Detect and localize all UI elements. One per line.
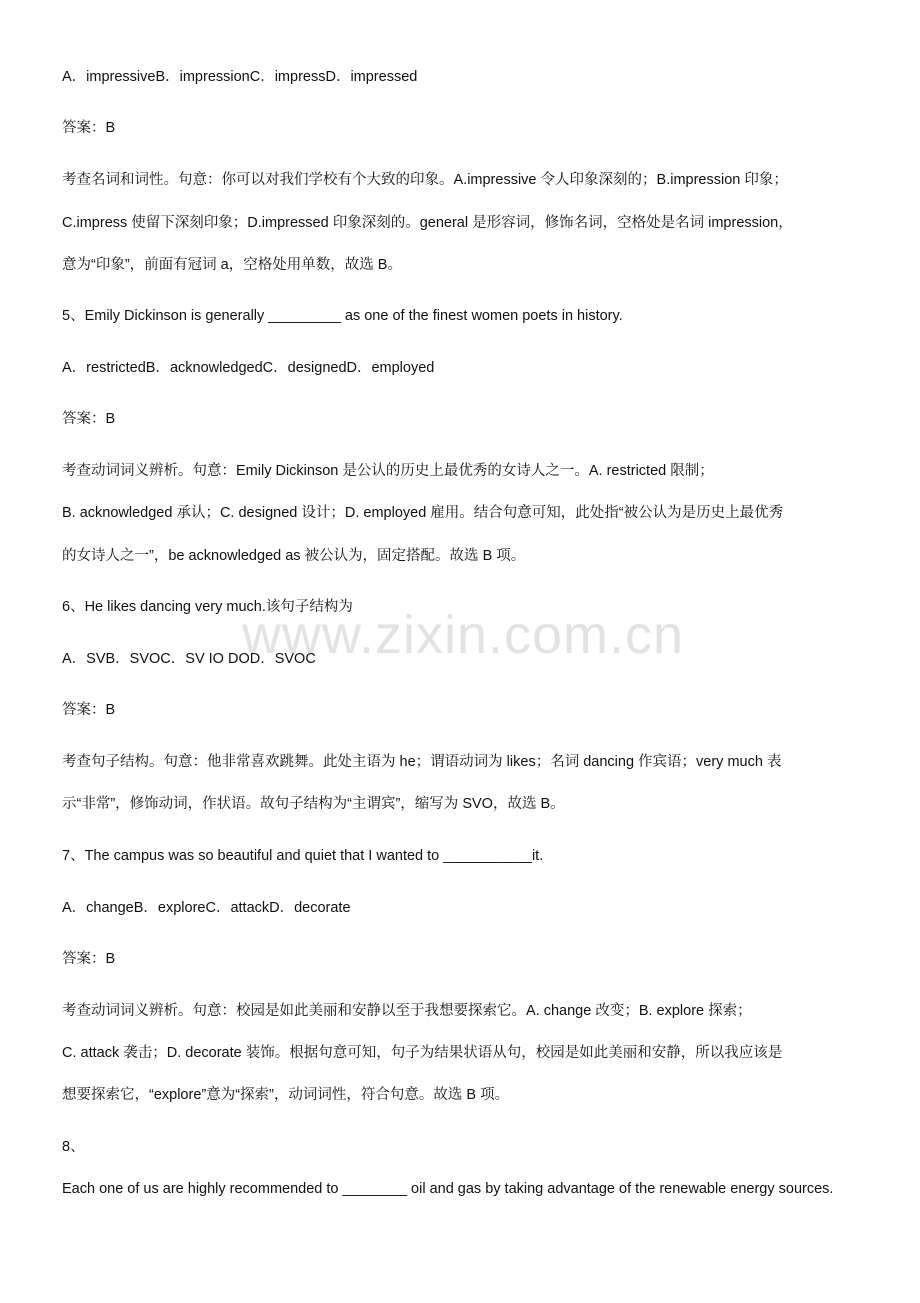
q6-explanation-line-2: 示“非常”，修饰动词，作状语。故句子结构为“主谓宾”，缩写为 SVO，故选 B。 (62, 796, 565, 812)
q6-answer: 答案：B (62, 702, 116, 718)
q4-explanation-line-2: C.impress 使留下深刻印象；D.impressed 印象深刻的。general 是形容词，修饰名词，空格处是名词 impression， (62, 215, 793, 231)
q7-answer: 答案：B (62, 951, 116, 967)
q5-options: A．restrictedB．acknowledgedC．designedD．employed (62, 360, 435, 376)
q5-answer: 答案：B (62, 411, 116, 427)
q8-number: 8、 (62, 1139, 85, 1155)
q7-question: 7、The campus was so beautiful and quiet that I wanted to ___________it. (62, 848, 544, 864)
q7-options: A．changeB．exploreC．attackD．decorate (62, 900, 351, 916)
q5-explanation-line-2: B. acknowledged 承认；C. designed 设计；D. employed 雇用。结合句意可知，此处指“被公认为是历史上最优秀 (62, 505, 784, 521)
q5-explanation-line-3: 的女诗人之一”，be acknowledged as 被公认为，固定搭配。故选 B 项。 (62, 548, 526, 564)
q6-question: 6、He likes dancing very much.该句子结构为 (62, 599, 353, 615)
q7-explanation-line-1: 考查动词词义辨析。句意：校园是如此美丽和安静以至于我想要探索它。A. change 改变；B. explore 探索； (62, 1003, 752, 1019)
q4-explanation-line-1: 考查名词和词性。句意：你可以对我们学校有个大致的印象。A.impressive 令人印象深刻的；B.impression 印象； (62, 172, 788, 188)
watermark: www.zixin.com.cn (241, 605, 685, 665)
q5-explanation-line-1: 考查动词词义辨析。句意：Emily Dickinson 是公认的历史上最优秀的女诗人之一。A. restricted 限制； (62, 463, 714, 479)
q8-question: Each one of us are highly recommended to ________ oil and gas by taking advantage of the renewable energy sources. (62, 1181, 834, 1197)
q4-answer: 答案：B (62, 120, 116, 136)
q7-explanation-line-3: 想要探索它，“explore”意为“探索”，动词词性，符合句意。故选 B 项。 (62, 1087, 510, 1103)
q7-explanation-line-2: C. attack 袭击；D. decorate 装饰。根据句意可知，句子为结果状语从句，校园是如此美丽和安静，所以我应该是 (62, 1045, 783, 1061)
q5-question: 5、Emily Dickinson is generally _________ as one of the finest women poets in history. (62, 308, 623, 324)
q4-options: A．impressiveB．impressionC．impressD．impressed (62, 69, 418, 85)
q6-explanation-line-1: 考查句子结构。句意：他非常喜欢跳舞。此处主语为 he；谓语动词为 likes；名词 dancing 作宾语；very much 表 (62, 754, 782, 770)
q4-explanation-line-3: 意为“印象”，前面有冠词 a，空格处用单数，故选 B。 (62, 257, 402, 273)
q6-options: A．SVB．SVOC．SV IO DOD．SVOC (62, 651, 316, 667)
